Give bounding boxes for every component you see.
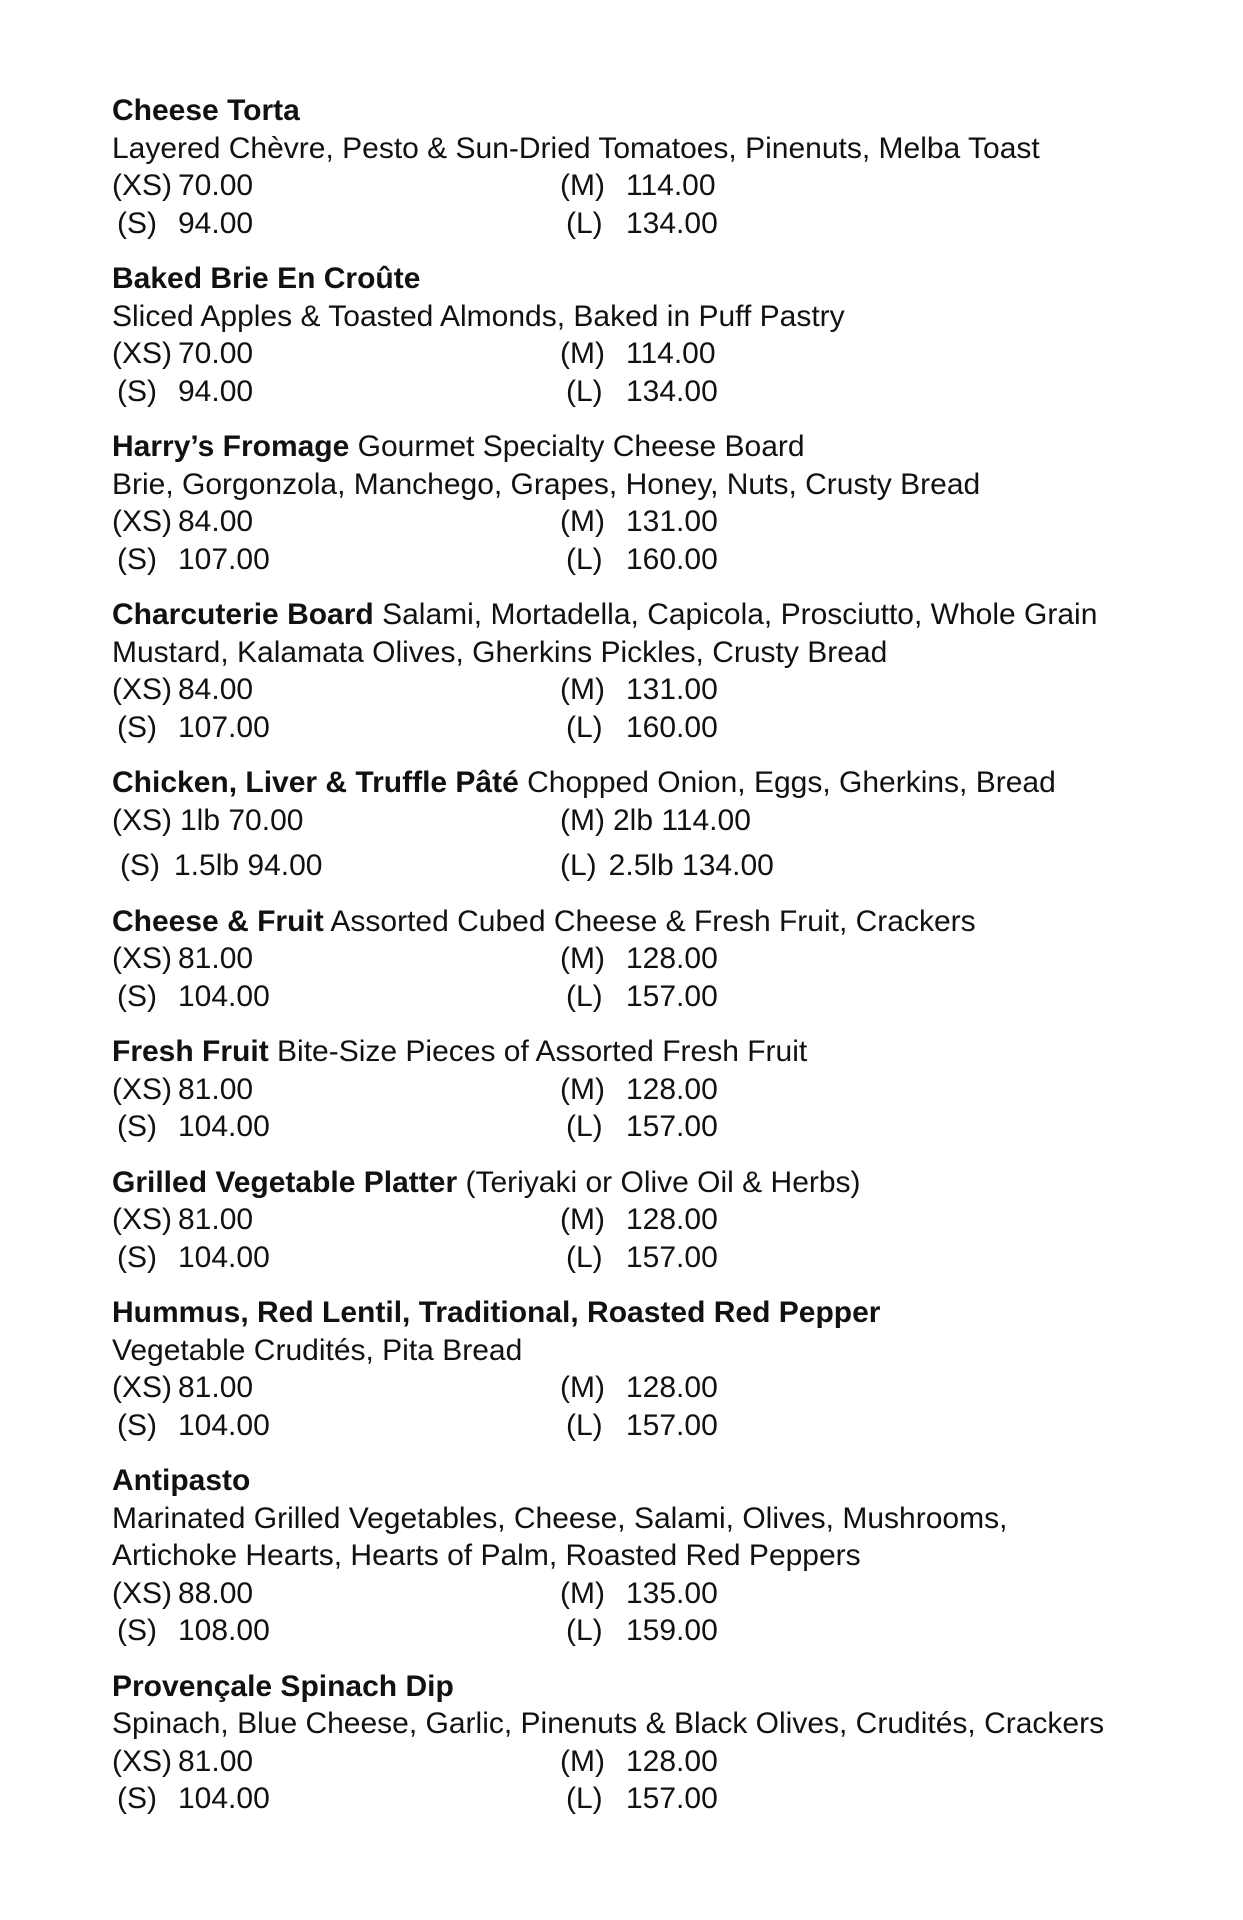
price-cell	[112, 167, 560, 205]
price-value: 160.00	[626, 542, 718, 576]
menu-item-heading	[112, 1668, 1172, 1706]
price-value: 70.00	[178, 169, 254, 202]
size-label: (S)	[117, 1782, 157, 1815]
price-value: 157.00	[626, 1782, 718, 1815]
price-cell	[112, 1369, 560, 1407]
size-label: (L)	[566, 710, 603, 744]
price-row	[112, 1108, 1172, 1146]
size-label: (XS)	[112, 505, 172, 538]
price-value: 81.00	[178, 942, 254, 975]
size-label: (XS)	[112, 803, 172, 837]
menu-item	[112, 596, 1172, 746]
price-cell	[112, 709, 560, 747]
price-value: 131.00	[626, 673, 718, 706]
size-label: (XS)	[112, 1203, 172, 1236]
price-cell	[112, 671, 560, 709]
menu-item-inline-description: (Teriyaki or Olive Oil & Herbs)	[457, 1165, 861, 1199]
size-label: (S)	[117, 1408, 157, 1442]
menu-item	[112, 1033, 1172, 1146]
price-cell	[560, 671, 718, 709]
size-label: (M)	[560, 673, 605, 706]
menu-item	[112, 1462, 1172, 1650]
menu-item-description: Sliced Apples & Toasted Almonds, Baked in Puff Pastry	[112, 299, 845, 333]
size-label: (L)	[566, 1240, 603, 1274]
size-label: (S)	[117, 979, 157, 1013]
price-value: 104.00	[178, 1240, 270, 1274]
price-value: 1lb 70.00	[180, 803, 304, 837]
price-value: 81.00	[178, 1203, 254, 1236]
size-label: (M)	[560, 337, 605, 370]
price-row	[112, 503, 1172, 541]
price-value: 94.00	[178, 374, 254, 408]
menu-item-heading	[112, 260, 1172, 298]
menu-item-description: Mustard, Kalamata Olives, Gherkins Pickles, Crusty Bread	[112, 635, 888, 669]
price-cell	[560, 1575, 718, 1613]
menu-item-heading	[112, 596, 1172, 634]
size-label: (M)	[560, 1072, 605, 1106]
price-value: 135.00	[626, 1576, 718, 1610]
size-label: (S)	[117, 1240, 157, 1274]
price-value: 107.00	[178, 710, 270, 744]
menu-item-name: Charcuterie Board	[112, 598, 374, 631]
menu-item-heading	[112, 92, 1172, 130]
price-value: 1.5lb 94.00	[174, 849, 323, 882]
price-row	[112, 541, 1172, 579]
menu-item-heading	[112, 1164, 1172, 1202]
menu-item-inline-description: Chopped Onion, Eggs, Gherkins, Bread	[518, 766, 1056, 799]
price-cell	[112, 205, 560, 243]
price-cell	[112, 1575, 560, 1613]
price-cell	[560, 709, 718, 747]
menu-item-heading	[112, 1462, 1172, 1500]
price-value: 128.00	[626, 1371, 718, 1404]
price-row	[112, 1201, 1172, 1239]
menu-item	[112, 903, 1172, 1016]
menu-item-name: Antipasto	[112, 1464, 251, 1497]
size-label: (M)	[560, 1744, 605, 1778]
price-value: 81.00	[178, 1371, 254, 1404]
price-value: 128.00	[626, 1203, 718, 1236]
price-cell	[560, 1407, 718, 1445]
price-value: 104.00	[178, 1782, 270, 1815]
price-cell	[560, 802, 751, 840]
price-row	[112, 167, 1172, 205]
price-value: 88.00	[178, 1576, 254, 1610]
price-cell	[112, 335, 560, 373]
price-cell	[560, 1239, 718, 1277]
price-cell	[112, 1239, 560, 1277]
menu-item	[112, 428, 1172, 578]
price-row	[112, 1743, 1172, 1781]
size-label: (XS)	[112, 169, 172, 202]
price-row	[112, 335, 1172, 373]
size-label: (L)	[566, 206, 603, 240]
menu-item-description: Marinated Grilled Vegetables, Cheese, Salami, Olives, Mushrooms,	[112, 1501, 1008, 1535]
size-label: (M)	[560, 505, 605, 538]
price-cell	[112, 978, 560, 1016]
price-cell	[112, 802, 560, 840]
price-cell	[112, 1780, 560, 1818]
size-label: (L)	[566, 1408, 603, 1442]
price-value: 128.00	[626, 942, 718, 975]
size-label: (S)	[117, 374, 157, 408]
price-value: 128.00	[626, 1744, 718, 1778]
menu-item	[112, 1668, 1172, 1818]
menu-item	[112, 92, 1172, 242]
price-value: 114.00	[626, 169, 716, 202]
price-value: 81.00	[178, 1072, 254, 1106]
size-label: (L)	[566, 1614, 603, 1647]
price-value: 108.00	[178, 1614, 270, 1647]
size-label: (M)	[560, 942, 605, 975]
menu-item-name: Provençale Spinach Dip	[112, 1669, 454, 1703]
price-row	[112, 205, 1172, 243]
price-row	[112, 1369, 1172, 1407]
menu-item-name: Baked Brie En Croûte	[112, 262, 421, 295]
price-row	[112, 1407, 1172, 1445]
price-value: 94.00	[178, 206, 254, 240]
price-value: 81.00	[178, 1744, 254, 1778]
menu-item-heading	[112, 1294, 1172, 1332]
size-label: (M)	[560, 1203, 605, 1236]
size-label: (XS)	[112, 1072, 172, 1106]
size-label: (XS)	[112, 1576, 172, 1610]
price-value: 134.00	[626, 374, 718, 408]
price-cell	[112, 503, 560, 541]
menu-item-inline-description: Bite-Size Pieces of Assorted Fresh Fruit	[268, 1035, 808, 1068]
size-label: (L)	[566, 1110, 603, 1143]
price-value: 160.00	[626, 710, 718, 744]
menu-item-description: Vegetable Crudités, Pita Bread	[112, 1333, 523, 1367]
menu-item-name: Cheese Torta	[112, 94, 300, 127]
menu-item-heading	[112, 764, 1172, 802]
size-label: (XS)	[112, 1744, 172, 1778]
price-cell	[560, 1071, 718, 1109]
price-value: 157.00	[626, 1110, 718, 1143]
menu-item-heading	[112, 1033, 1172, 1071]
menu-item-description: Brie, Gorgonzola, Manchego, Grapes, Honey, Nuts, Crusty Bread	[112, 467, 981, 501]
menu-item	[112, 1294, 1172, 1444]
price-cell	[560, 503, 718, 541]
price-row	[112, 1575, 1172, 1613]
price-cell	[560, 847, 774, 885]
price-cell	[560, 205, 718, 243]
menu-list	[112, 92, 1172, 1818]
price-cell	[112, 940, 560, 978]
menu-item-name: Cheese & Fruit	[112, 904, 324, 938]
price-cell	[112, 1071, 560, 1109]
price-value: 84.00	[178, 505, 254, 538]
menu-item	[112, 260, 1172, 410]
price-row	[112, 373, 1172, 411]
price-cell	[112, 1108, 560, 1146]
menu-item	[112, 1164, 1172, 1277]
size-label: (S)	[117, 1614, 157, 1647]
size-label: (M)	[560, 1576, 605, 1610]
price-value: 107.00	[178, 542, 270, 576]
size-label: (L)	[566, 1782, 603, 1815]
price-value: 104.00	[178, 1408, 270, 1442]
price-cell	[560, 1369, 718, 1407]
price-value: 128.00	[626, 1072, 718, 1106]
price-value: 104.00	[178, 1110, 270, 1143]
price-row	[112, 709, 1172, 747]
size-label: (XS)	[112, 673, 172, 706]
price-value: 157.00	[626, 979, 718, 1013]
price-row	[112, 940, 1172, 978]
price-value: 2.5lb 134.00	[608, 849, 774, 882]
price-cell	[560, 1780, 718, 1818]
size-label: (XS)	[112, 1371, 172, 1404]
price-cell	[112, 1743, 560, 1781]
price-value: 2lb 114.00	[612, 803, 751, 837]
menu-item-inline-description: Salami, Mortadella, Capicola, Prosciutto, Whole Grain	[373, 598, 1098, 631]
menu-item-name: Fresh Fruit	[112, 1035, 269, 1068]
menu-item-description: Artichoke Hearts, Hearts of Palm, Roasted Red Peppers	[112, 1539, 861, 1572]
price-value: 114.00	[626, 337, 716, 370]
price-row	[112, 847, 1172, 885]
menu-item-inline-description: Assorted Cubed Cheese & Fresh Fruit, Crackers	[323, 904, 976, 938]
size-label: (M)	[560, 803, 605, 837]
menu-item-inline-description: Gourmet Specialty Cheese Board	[349, 430, 805, 463]
price-value: 157.00	[626, 1240, 718, 1274]
price-value: 84.00	[178, 673, 254, 706]
price-value: 104.00	[178, 979, 270, 1013]
price-cell	[560, 335, 716, 373]
price-row	[112, 1239, 1172, 1277]
menu-item-name: Grilled Vegetable Platter	[112, 1165, 458, 1199]
size-label: (L)	[566, 979, 603, 1013]
price-row	[112, 978, 1172, 1016]
price-cell	[560, 1201, 718, 1239]
menu-item-heading	[112, 903, 1172, 941]
price-row	[112, 1071, 1172, 1109]
size-label: (S)	[117, 1110, 157, 1143]
menu-item-description: Spinach, Blue Cheese, Garlic, Pinenuts & Black Olives, Crudités, Crackers	[112, 1707, 1105, 1740]
price-cell	[112, 373, 560, 411]
price-cell	[560, 978, 718, 1016]
price-row	[112, 1612, 1172, 1650]
menu-item-name: Chicken, Liver & Truffle Pâté	[112, 766, 519, 799]
price-cell	[112, 1612, 560, 1650]
menu-item-name: Harry’s Fromage	[112, 430, 350, 463]
price-row	[112, 1780, 1172, 1818]
menu-item-description: Layered Chèvre, Pesto & Sun-Dried Tomatoes, Pinenuts, Melba Toast	[112, 131, 1040, 165]
size-label: (L)	[566, 542, 603, 576]
price-value: 157.00	[626, 1408, 718, 1442]
menu-item-heading	[112, 428, 1172, 466]
price-value: 134.00	[626, 206, 718, 240]
size-label: (L)	[560, 849, 597, 882]
size-label: (L)	[566, 374, 603, 408]
price-cell	[560, 1612, 718, 1650]
price-cell	[112, 1407, 560, 1445]
price-cell	[112, 847, 560, 885]
price-cell	[560, 541, 718, 579]
size-label: (S)	[117, 206, 157, 240]
price-value: 70.00	[178, 337, 254, 370]
price-cell	[560, 940, 718, 978]
size-label: (S)	[117, 710, 157, 744]
size-label: (M)	[560, 1371, 605, 1404]
size-label: (S)	[117, 542, 157, 576]
menu-item	[112, 764, 1172, 885]
price-cell	[112, 1201, 560, 1239]
menu-item-name: Hummus, Red Lentil, Traditional, Roasted Red Pepper	[112, 1296, 881, 1329]
size-label: (S)	[120, 849, 160, 882]
price-cell	[560, 373, 718, 411]
price-cell	[112, 541, 560, 579]
price-value: 131.00	[626, 505, 718, 538]
size-label: (XS)	[112, 942, 172, 975]
price-cell	[560, 1743, 718, 1781]
price-row	[112, 802, 1172, 840]
size-label: (M)	[560, 169, 605, 202]
price-cell	[560, 1108, 718, 1146]
price-value: 159.00	[626, 1614, 718, 1647]
price-cell	[560, 167, 716, 205]
price-row	[112, 671, 1172, 709]
size-label: (XS)	[112, 337, 172, 370]
